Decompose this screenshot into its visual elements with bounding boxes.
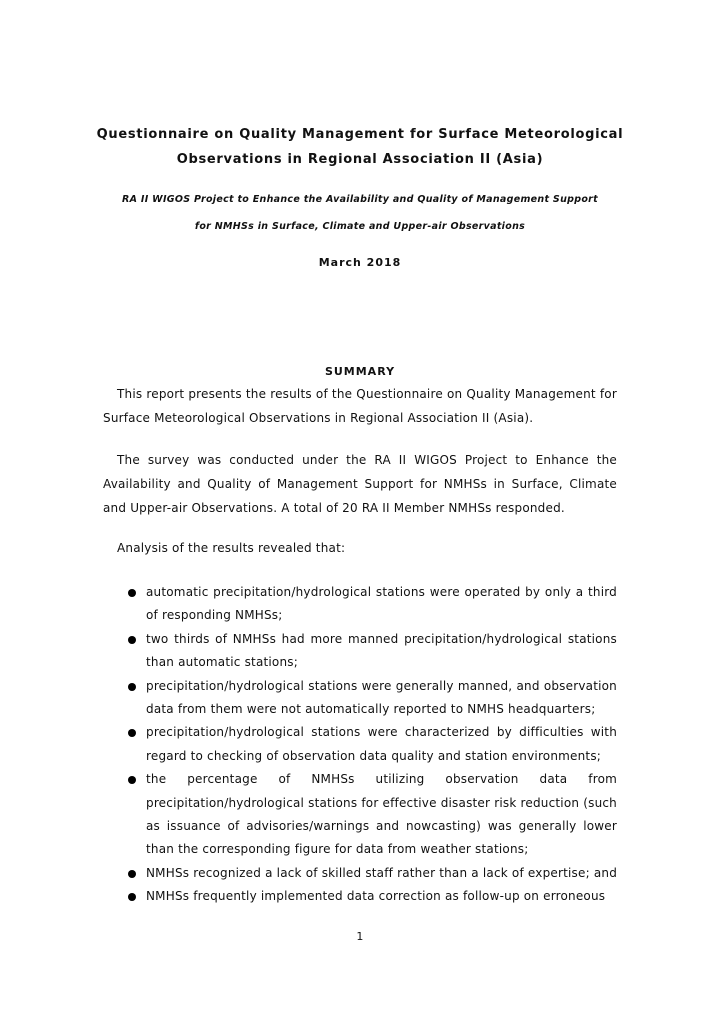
document-title xyxy=(0,122,720,172)
findings-list xyxy=(103,581,617,909)
bullet-icon xyxy=(128,776,136,784)
list-item xyxy=(103,675,617,722)
list-item xyxy=(103,628,617,675)
list-item xyxy=(103,721,617,768)
list-item-text: automatic precipitation/hydrological stations were operated by only a third of responding NMHSs; xyxy=(146,585,617,623)
summary-paragraph-1: This report presents the results of the Questionnaire on Quality Management for Surface Meteorological Observations in Regional Association II (Asia). xyxy=(103,387,617,425)
bullet-icon xyxy=(128,893,136,901)
title-line-2: Observations in Regional Association II (Asia) xyxy=(176,152,544,167)
list-item xyxy=(103,885,617,908)
title-line-1: Questionnaire on Quality Management for Surface Meteorological xyxy=(96,127,624,142)
list-item-text: two thirds of NMHSs had more manned precipitation/hydrological stations than automatic stations; xyxy=(146,631,617,670)
bullet-icon xyxy=(128,636,136,644)
list-item-text: the percentage of NMHSs utilizing observation data from precipitation/hydrological stations for effective disaster risk reduction (such as issuance of advisories/warnings and nowcasting) was generally lower than the corresponding figure for data from weather stations; xyxy=(146,772,617,857)
list-item xyxy=(103,862,617,885)
list-item xyxy=(103,768,617,862)
summary-paragraph-3: Analysis of the results revealed that: xyxy=(117,541,346,555)
page-number: 1 xyxy=(356,930,364,943)
subtitle-line-2: for NMHSs in Surface, Climate and Upper-air Observations xyxy=(194,221,526,232)
summary-paragraph-2: The survey was conducted under the RA II WIGOS Project to Enhance the Availability and Quality of Management Support for NMHSs in Surface, Climate and Upper-air Observations. A total of 20 RA II Member NMHSs responded. xyxy=(103,453,617,515)
bullet-icon xyxy=(128,870,136,878)
list-item-text: precipitation/hydrological stations were characterized by difficulties with regard to checking of observation data quality and station environments; xyxy=(146,725,617,763)
list-item-text: NMHSs frequently implemented data correction as follow-up on erroneous xyxy=(146,889,606,904)
list-item xyxy=(103,581,617,628)
document-date: March 2018 xyxy=(318,256,402,269)
list-item-text: NMHSs recognized a lack of skilled staff rather than a lack of expertise; and xyxy=(146,865,618,880)
subtitle-line-1: RA II WIGOS Project to Enhance the Availability and Quality of Management Support xyxy=(122,194,598,205)
project-subtitle xyxy=(0,186,720,240)
bullet-icon xyxy=(128,589,136,597)
bullet-icon xyxy=(128,683,136,691)
bullet-icon xyxy=(128,729,136,737)
summary-heading: SUMMARY xyxy=(324,365,396,378)
list-item-text: precipitation/hydrological stations were generally manned, and observation data from them were not automatically reported to NMHS headquarters; xyxy=(146,678,617,717)
